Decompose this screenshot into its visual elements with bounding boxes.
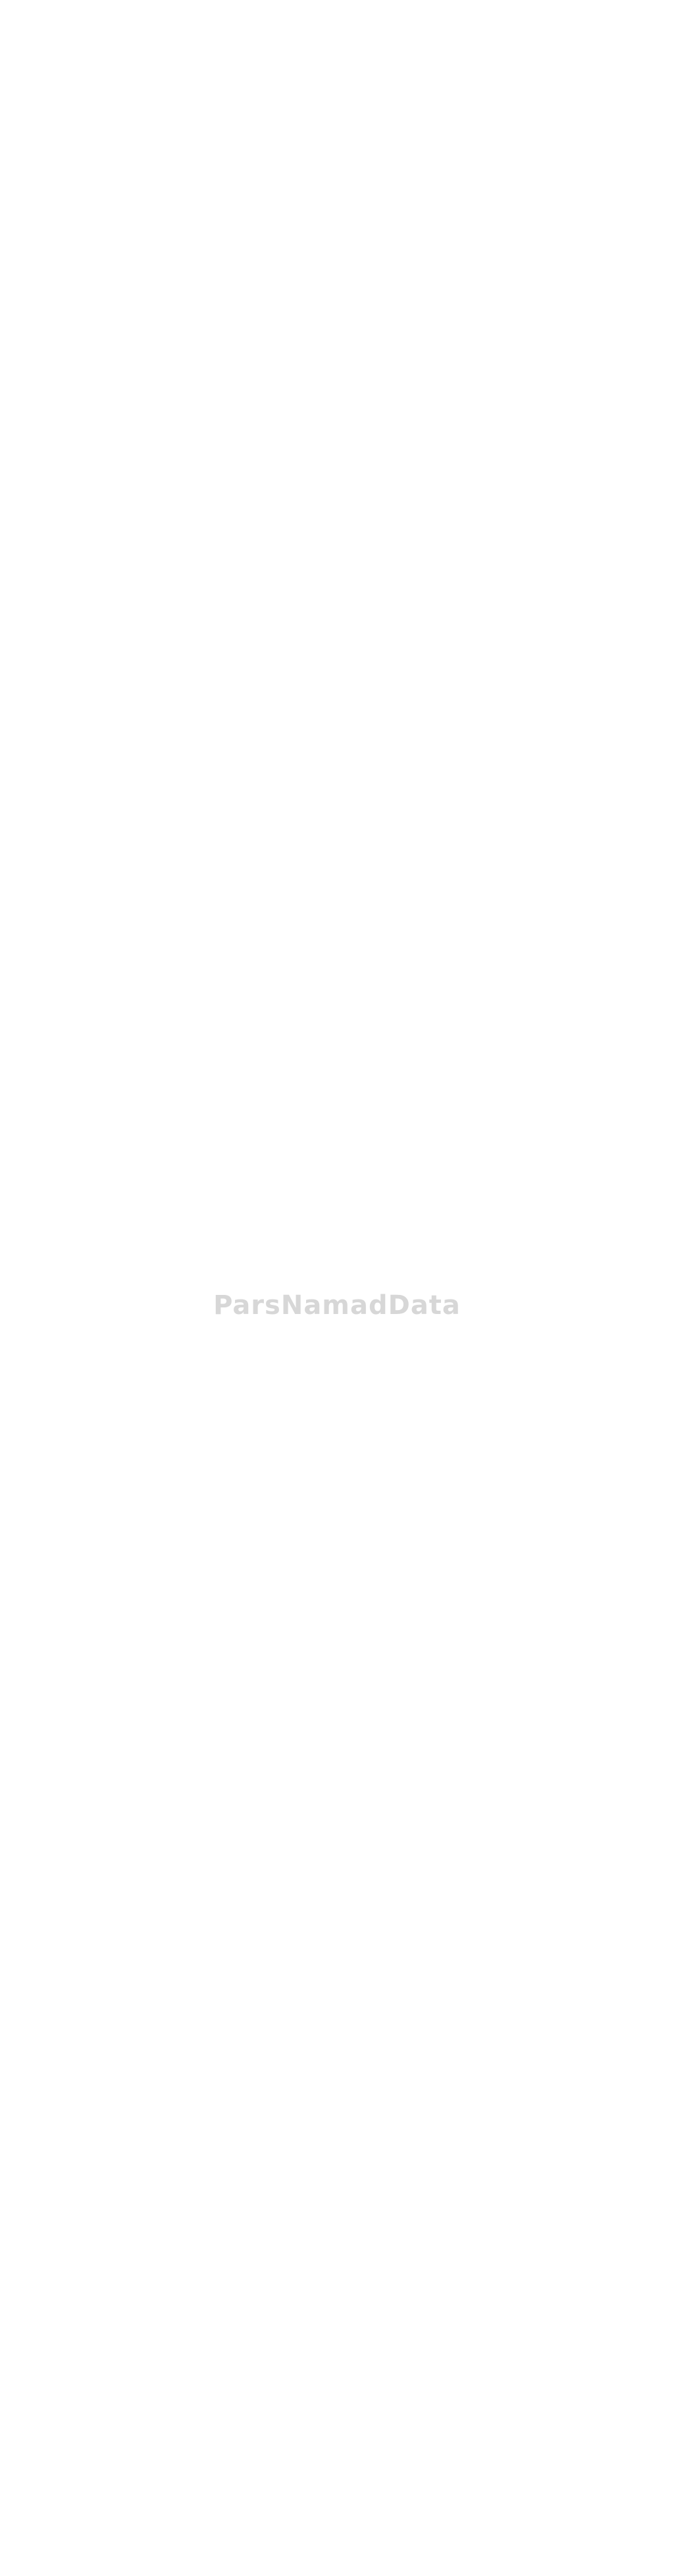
watermark-name: ParsNamadData [213,1290,461,1321]
watermark [213,1290,461,1321]
